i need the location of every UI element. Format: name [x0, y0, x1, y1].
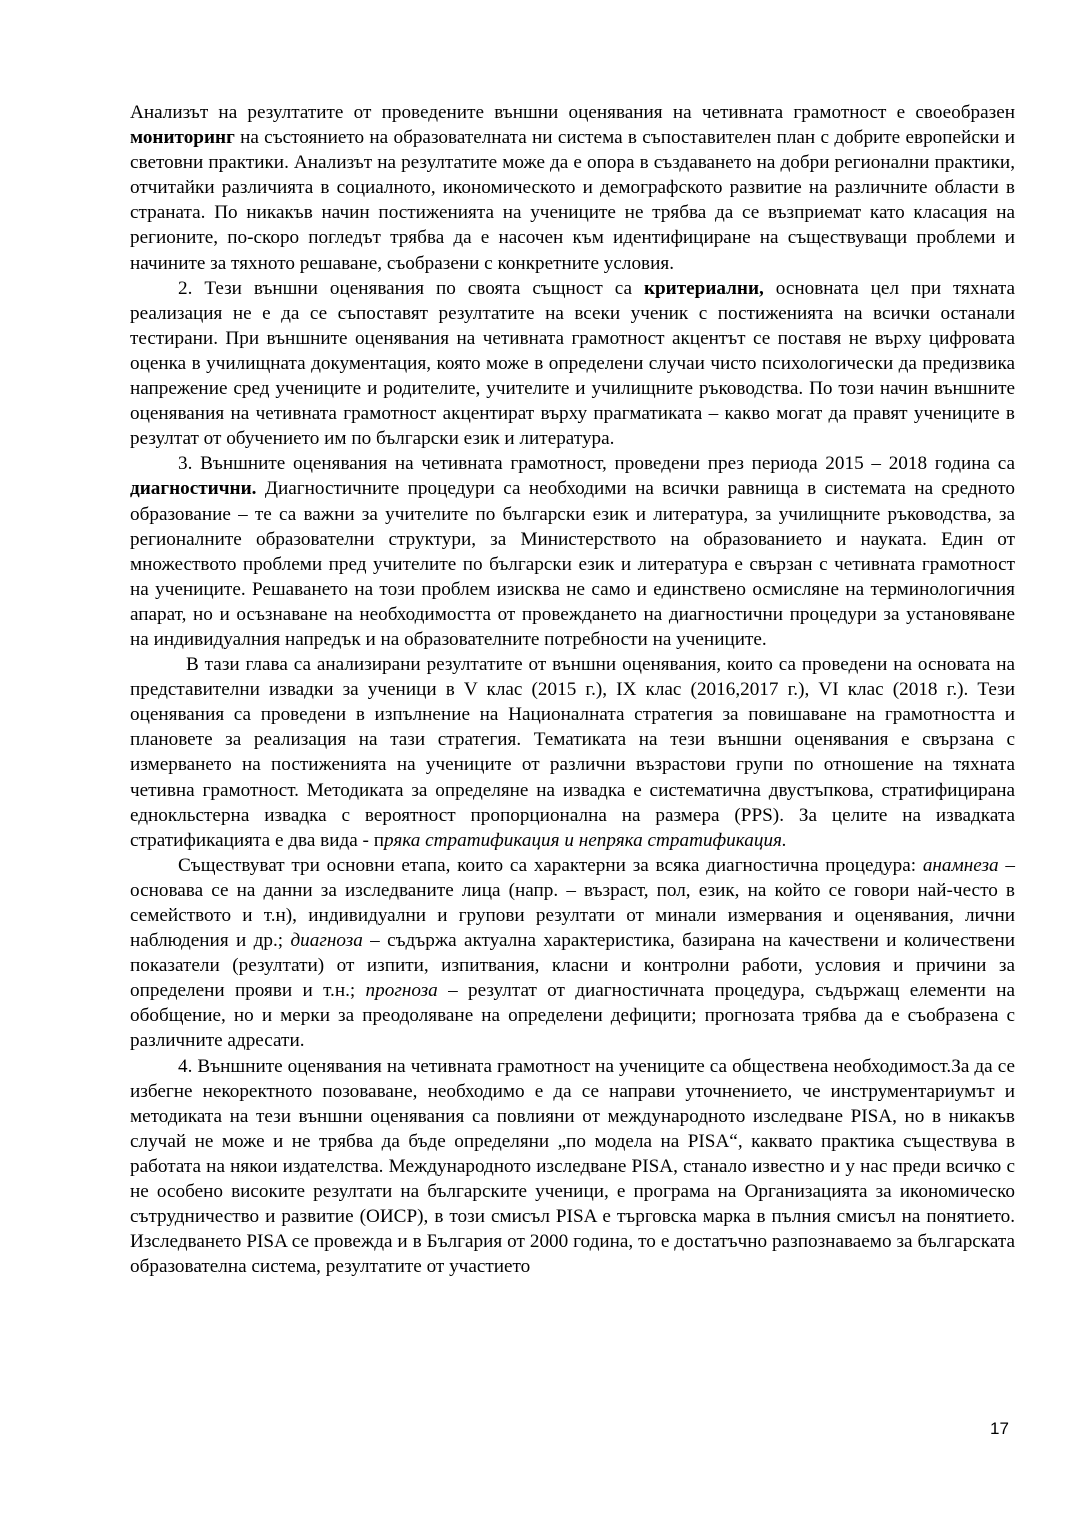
text-run: В тази глава са анализирани резултатите от външни оценявания, които са проведени на основата на представителни извадки за ученици в V клас (2015 г.), IX клас (2016,2017 г.), VI клас (2018 г.). Тези оценявания са проведени в изпълнение на Националната стратегия за повишаване на грамотността и плановете за реализация на тази стратегия. Тематиката на тези външни оценявания е свързана с измерването на постиженията на учениците от различни възрастови групи по отношение на тяхната четивна грамотност. Методиката за определяне на извадка е систематична двустъпкова, стратифицирана еднокльстерна извадка с вероятност пропорционална на размера (PPS). За целите на извадката стратификацията е два вида - п — [130, 654, 1015, 851]
paragraph-6: 4. Външните оценявания на четивната грамотност на учениците са обществена необходимост.За да се избегне некоректното позоваване, необходимо е да се направи уточнението, че инструментариумът и методиката на тези външни оценявания са повлияни от международното изследване PISA, но в никакъв случай не може и не трябва да бъде определяни „по модела на PISA“, каквато практика съществува в работата на някои издателства. Международното изследване PISA, станало известно и у нас преди всичко с не особено високите резултати на българските ученици, е програма на Организацията за икономическо сътрудничество и развитие (ОИСР), в този смисъл PISA е търговска марка в пълния смисъл на понятието. Изследването PISA се провежда и в България от 2000 година, то е достатъчно разпознаваемо за българската образователна система, резултатите от участието — [130, 1055, 1015, 1278]
italic-prognosis: прогноза — [365, 980, 438, 1002]
bold-term-diagnostic: диагностични. — [130, 478, 257, 500]
text-run: Съществуват три основни етапа, които са характерни за всяка диагностична процедура: — [178, 854, 923, 876]
paragraph-2 — [130, 276, 1015, 452]
text-run: Диагностичните процедури са необходими на всички равнища в системата на средното образование – те са важни за учителите по български език и литература, за училищните ръководства, за регионалните образователни структури, за Министерството на образованието и науката. Един от множеството проблеми пред учителите по български език и литература е свързан с четивната грамотност на учениците. Решаването на този проблем изисква не само и единствено осмисляне на терминологичния апарат, но и осъзнаване на необходимостта от провеждането на диагностични процедури за установяване на индивидуалния напредък и на образователните потребности на учениците. — [130, 478, 1015, 650]
text-run: – съдържа актуална характеристика, базирана на качествени и количествени показатели (резултати) от изпити, изпитвания, класни и контролни работи, условия и причини за определени прояви и т.н.; — [130, 930, 1015, 1002]
paragraph-1 — [130, 100, 1015, 276]
paragraph-3 — [130, 451, 1015, 652]
paragraph-4 — [130, 652, 1015, 853]
text-run: 2. Тези външни оценявания по своята същност са — [178, 277, 644, 299]
text-run: – основава се на данни за изследваните лица (напр. – възраст, пол, език, на който се говори най-често в семейството и т.н), индивидуални и групови резултати от минали измервания и оценявания, лични наблюдения и др.; — [130, 854, 1015, 952]
text-run: на състоянието на образователната ни система в съпоставителен план с добрите европейски и световни практики. Анализът на резултатите може да е опора в създаването на добри регионални практики, отчитайки различията в социалното, икономическото и демографското развитие на различните области в страната. По никакъв начин постиженията на учениците не трябва да се възприемат като класация на регионите, по-скоро погледът трябва да е насочен към идентифициране на съществуващи проблеми и начините за тяхното решаване, съобразени с конкретните условия. — [130, 127, 1015, 274]
text-run: 3. Външните оценявания на четивната грамотност, проведени през периода 2015 – 2018 година са — [178, 453, 1015, 475]
text-run: основната цел при тяхната реализация не е да се съпоставят резултатите на всеки ученик с постиженията на всички останали тестирани. При външните оценявания на четивната грамотност акцентът се поставя не върху цифровата оценка в училищната документация, която може в определени случаи чисто психологически да предизвика напрежение сред учениците и родителите, учителите и училищните ръководства. По този начин външните оценявания на четивната грамотност акцентират върху прагматиката – какво могат да правят учениците в резултат от обучението им по български език и литература. — [130, 277, 1015, 450]
document-body — [130, 100, 1015, 1279]
italic-stratification: ряка стратификация и непряка стратификация. — [384, 829, 787, 851]
paragraph-5 — [130, 853, 1015, 1054]
bold-term-criterial: критериални, — [643, 277, 764, 299]
text-run: Анализът на резултатите от проведените външни оценявания на четивната грамотност е своеобразен — [130, 102, 1015, 123]
page-number: 17 — [990, 1419, 1009, 1438]
bold-term-monitoring: мониторинг — [130, 127, 235, 149]
text-run: – резултат от диагностичната процедура, съдържащ елементи на обобщение, но и мерки за преодоляване на определени дефицити; прогнозата трябва да е съобразена с различните адресати. — [130, 980, 1015, 1052]
italic-anamnesis: анамнеза — [922, 854, 999, 876]
italic-diagnosis: диагноза — [290, 930, 363, 952]
